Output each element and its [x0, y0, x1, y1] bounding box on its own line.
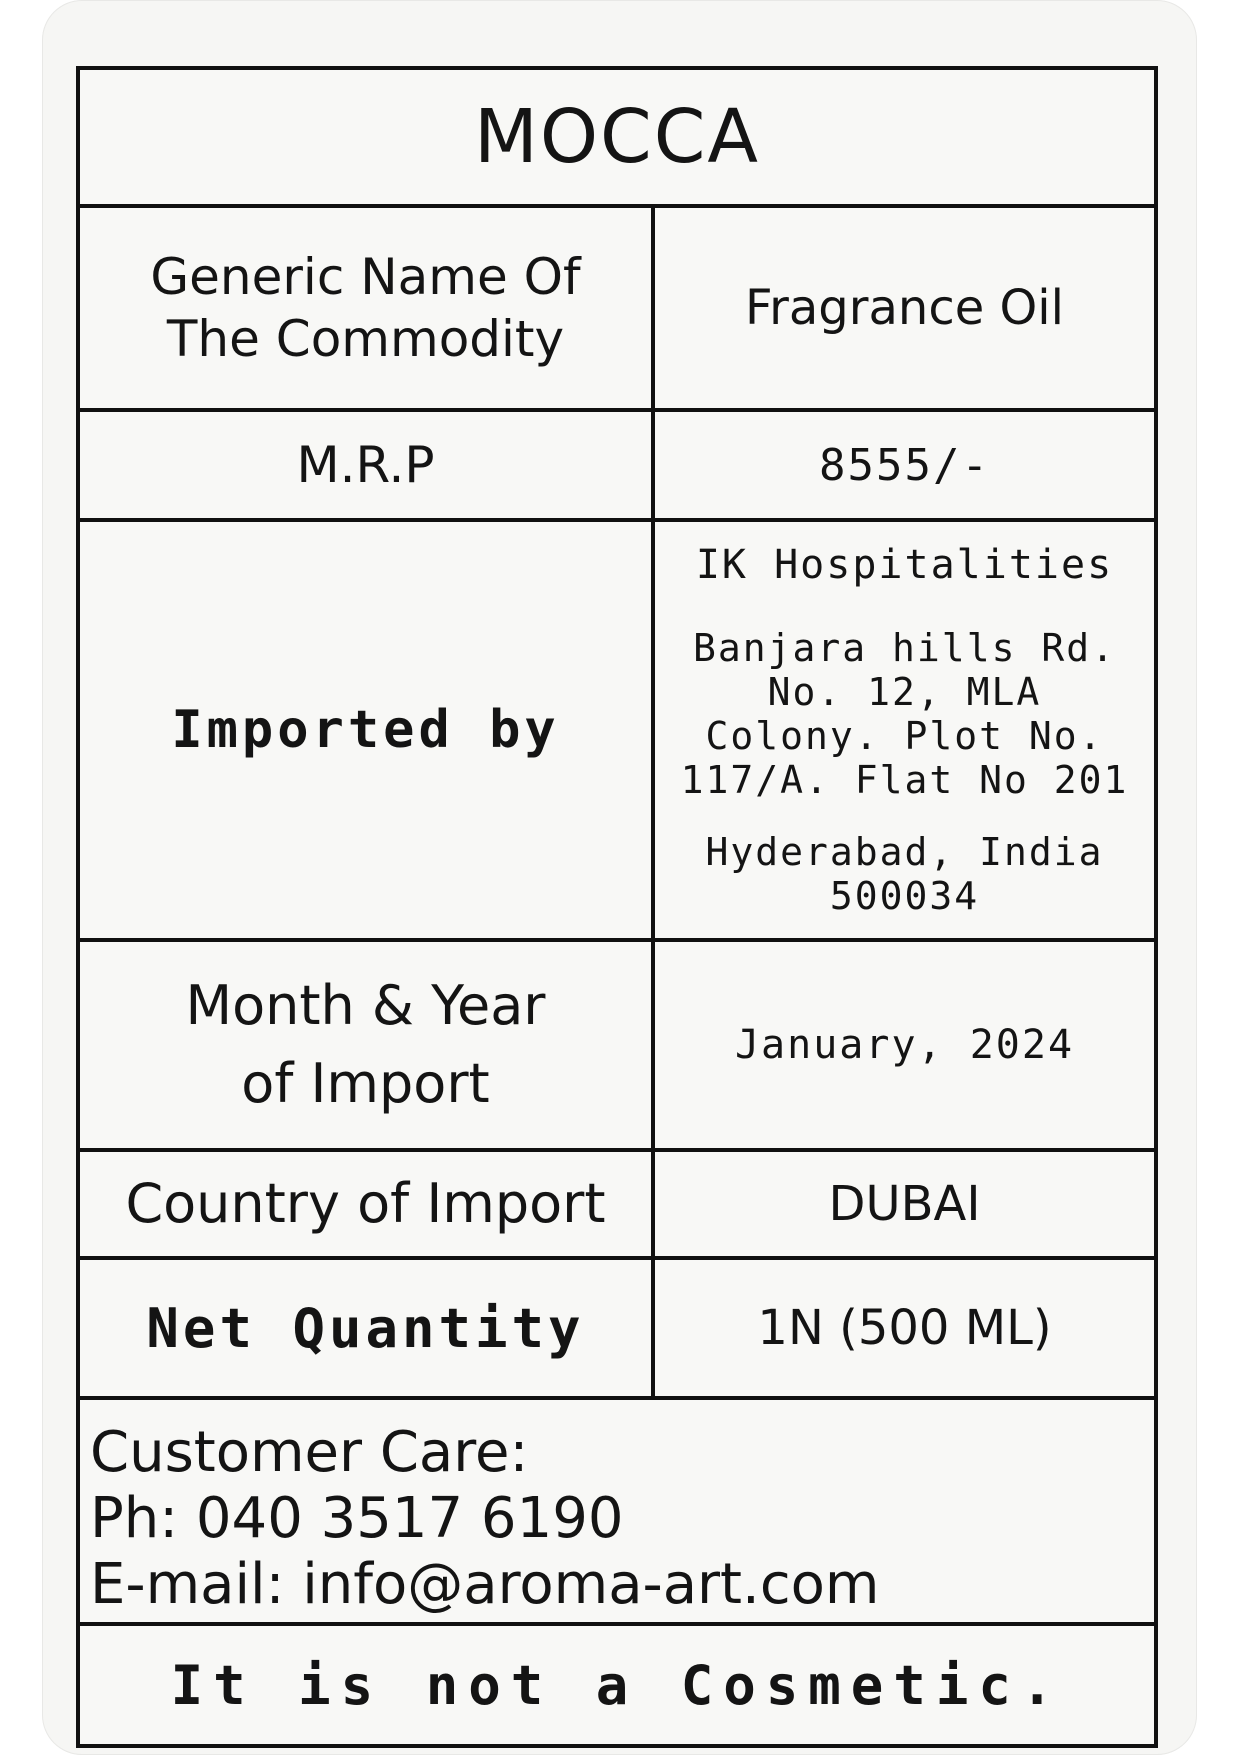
- mrp-row: [80, 412, 1154, 522]
- importer-row: [80, 522, 1154, 942]
- customer-care-row: [80, 1400, 1154, 1626]
- generic-name-label-cell: [80, 208, 655, 408]
- import-date-value-cell: [655, 942, 1154, 1148]
- footer-row: [80, 1626, 1154, 1744]
- generic-name-label-line1: Generic Name Of: [150, 248, 581, 306]
- importer-company: IK Hospitalities: [695, 542, 1114, 588]
- generic-name-row: [80, 208, 1154, 412]
- net-quantity-value: 1N (500 ML): [757, 1300, 1052, 1356]
- importer-address-block: [681, 542, 1129, 918]
- mrp-value: 8555/-: [819, 439, 990, 491]
- net-quantity-label-cell: [80, 1260, 655, 1396]
- importer-address-line3: Colony. Plot No.: [705, 714, 1104, 758]
- importer-label: Imported by: [171, 700, 560, 760]
- net-quantity-label: Net Quantity: [146, 1296, 585, 1360]
- importer-address-line1: Banjara hills Rd.: [693, 626, 1116, 670]
- mrp-label-cell: [80, 412, 655, 518]
- mrp-label: M.R.P: [296, 436, 435, 494]
- country-row: [80, 1152, 1154, 1260]
- customer-care-block: [90, 1420, 879, 1618]
- mrp-value-cell: [655, 412, 1154, 518]
- importer-value-cell: [655, 522, 1154, 938]
- country-label-cell: [80, 1152, 655, 1256]
- title-row: [80, 70, 1154, 208]
- net-quantity-value-cell: [655, 1260, 1154, 1396]
- customer-care-phone: Ph: 040 3517 6190: [90, 1486, 624, 1551]
- product-label-table: [76, 66, 1158, 1748]
- import-date-label-line1: Month & Year: [185, 974, 546, 1037]
- importer-city-line1: Hyderabad, India: [705, 830, 1104, 874]
- net-quantity-row: [80, 1260, 1154, 1400]
- title-cell: [80, 70, 1154, 204]
- import-date-label-line2: of Import: [241, 1052, 490, 1115]
- product-title: MOCCA: [473, 94, 761, 180]
- import-date-row: [80, 942, 1154, 1152]
- footer-cell: [80, 1626, 1154, 1744]
- generic-name-value: Fragrance Oil: [745, 280, 1064, 336]
- country-label: Country of Import: [125, 1172, 606, 1235]
- not-cosmetic-notice: It is not a Cosmetic.: [170, 1653, 1064, 1717]
- importer-address-line2: No. 12, MLA: [767, 670, 1042, 714]
- generic-name-label-line2: The Commodity: [166, 310, 565, 368]
- customer-care-email: E-mail: info@aroma-art.com: [90, 1552, 880, 1617]
- country-value-cell: [655, 1152, 1154, 1256]
- generic-name-value-cell: [655, 208, 1154, 408]
- importer-city-line2: 500034: [829, 874, 980, 918]
- importer-address-line4: 117/A. Flat No 201: [680, 758, 1129, 802]
- country-value: DUBAI: [828, 1176, 981, 1232]
- import-date-value: January, 2024: [734, 1022, 1075, 1068]
- importer-label-cell: [80, 522, 655, 938]
- import-date-label-cell: [80, 942, 655, 1148]
- customer-care-heading: Customer Care:: [90, 1420, 529, 1485]
